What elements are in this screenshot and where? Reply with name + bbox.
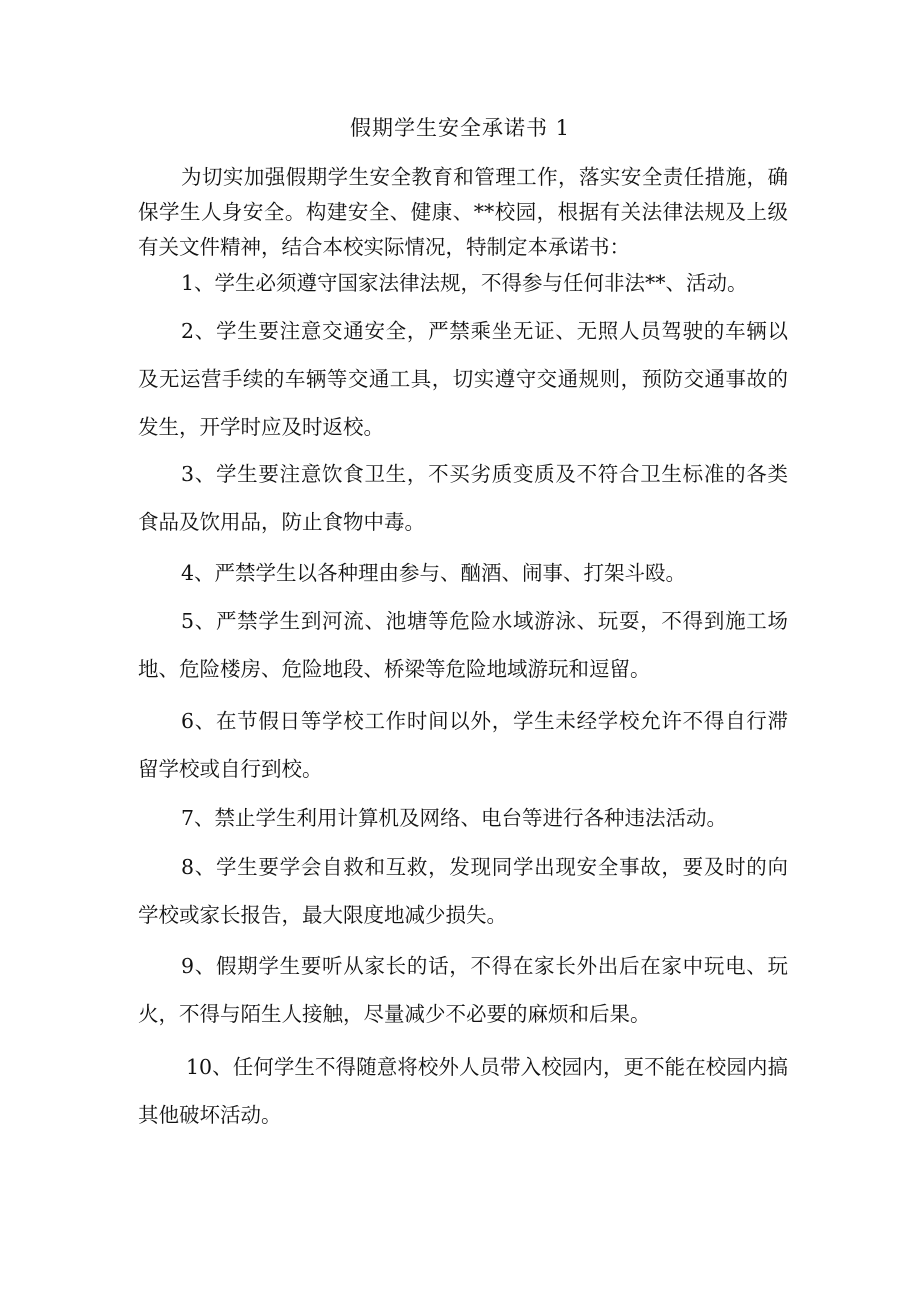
commitment-item-6: 6、在节假日等学校工作时间以外，学生未经学校允许不得自行滞留学校或自行到校。 xyxy=(138,709,788,781)
commitment-item-7: 7、禁止学生利用计算机及网络、电台等进行各种违法活动。 xyxy=(181,806,728,830)
commitment-item-3: 3、学生要注意饮食卫生，不买劣质变质及不符合卫生标准的各类食品及饮用品，防止食物中毒。 xyxy=(138,462,788,534)
commitment-item-8: 8、学生要学会自救和互救，发现同学出现安全事故，要及时的向学校或家长报告，最大限度地减少损失。 xyxy=(138,855,788,927)
intro-paragraph: 为切实加强假期学生安全教育和管理工作，落实安全责任措施，确保学生人身安全。构建安全、健康、**校园，根据有关法律法规及上级有关文件精神，结合本校实际情况，特制定本承诺书： xyxy=(138,165,788,259)
commitment-item-4: 4、严禁学生以各种理由参与、酗酒、闹事、打架斗殴。 xyxy=(181,561,687,585)
commitment-item-5: 5、严禁学生到河流、池塘等危险水域游泳、玩耍，不得到施工场地、危险楼房、危险地段、桥梁等危险地域游玩和逗留。 xyxy=(138,609,788,681)
commitment-item-2: 2、学生要注意交通安全，严禁乘坐无证、无照人员驾驶的车辆以及无运营手续的车辆等交通工具，切实遵守交通规则，预防交通事故的发生，开学时应及时返校。 xyxy=(138,319,788,439)
commitment-item-9: 9、假期学生要听从家长的话，不得在家长外出后在家中玩电、玩火，不得与陌生人接触，尽量减少不必要的麻烦和后果。 xyxy=(138,954,788,1026)
commitment-item-10: 10、任何学生不得随意将校外人员带入校园内，更不能在校园内搞其他破坏活动。 xyxy=(138,1055,788,1127)
document-title: 假期学生安全承诺书 1 xyxy=(349,116,571,140)
commitment-item-1: 1、学生必须遵守国家法律法规，不得参与任何非法**、活动。 xyxy=(181,271,748,295)
